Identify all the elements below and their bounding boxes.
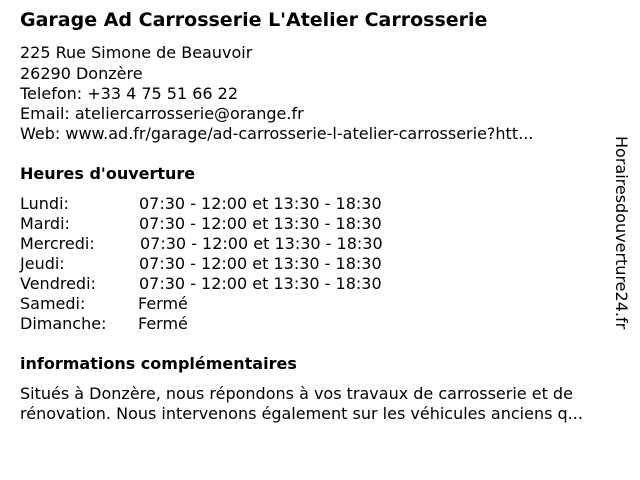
day-hours: 07:30 - 12:00 et 13:30 - 18:30 bbox=[140, 234, 383, 253]
day-label: Jeudi: bbox=[20, 254, 65, 273]
city-address: 26290 Donzère bbox=[20, 64, 143, 83]
day-label: Samedi: bbox=[20, 294, 86, 313]
day-label: Vendredi: bbox=[20, 274, 96, 293]
additional-info-title: informations complémentaires bbox=[20, 354, 297, 373]
day-row bbox=[20, 294, 620, 314]
day-hours: Fermé bbox=[138, 314, 188, 333]
day-hours: Fermé bbox=[138, 294, 188, 313]
day-hours: 07:30 - 12:00 et 13:30 - 18:30 bbox=[139, 254, 382, 273]
day-label: Dimanche: bbox=[20, 314, 107, 333]
street-address: 225 Rue Simone de Beauvoir bbox=[20, 43, 253, 62]
opening-hours-title: Heures d'ouverture bbox=[20, 164, 196, 183]
day-hours: 07:30 - 12:00 et 13:30 - 18:30 bbox=[139, 194, 382, 213]
email-address[interactable]: Email: ateliercarrosserie@orange.fr bbox=[20, 104, 304, 123]
day-hours: 07:30 - 12:00 et 13:30 - 18:30 bbox=[139, 274, 382, 293]
day-hours: 07:30 - 12:00 et 13:30 - 18:30 bbox=[139, 214, 382, 233]
business-name: Garage Ad Carrosserie L'Atelier Carrosserie bbox=[20, 9, 488, 31]
day-row bbox=[20, 254, 620, 274]
day-label: Mardi: bbox=[20, 214, 70, 233]
day-row bbox=[20, 194, 620, 214]
phone-number[interactable]: Telefon: +33 4 75 51 66 22 bbox=[20, 84, 239, 103]
website-link[interactable]: Web: www.ad.fr/garage/ad-carrosserie-l-atelier-carrosserie?htt... bbox=[20, 124, 534, 143]
day-label: Mercredi: bbox=[20, 234, 95, 253]
description-line: Situés à Donzère, nous répondons à vos travaux de carrosserie et de bbox=[20, 384, 573, 403]
day-row bbox=[20, 214, 620, 234]
day-row bbox=[20, 274, 620, 294]
day-row bbox=[20, 314, 620, 334]
watermark-text: Horairesdouverture24.fr bbox=[612, 136, 631, 330]
description-line: rénovation. Nous intervenons également sur les véhicules anciens q... bbox=[20, 404, 583, 423]
day-row bbox=[20, 234, 620, 254]
day-label: Lundi: bbox=[20, 194, 69, 213]
